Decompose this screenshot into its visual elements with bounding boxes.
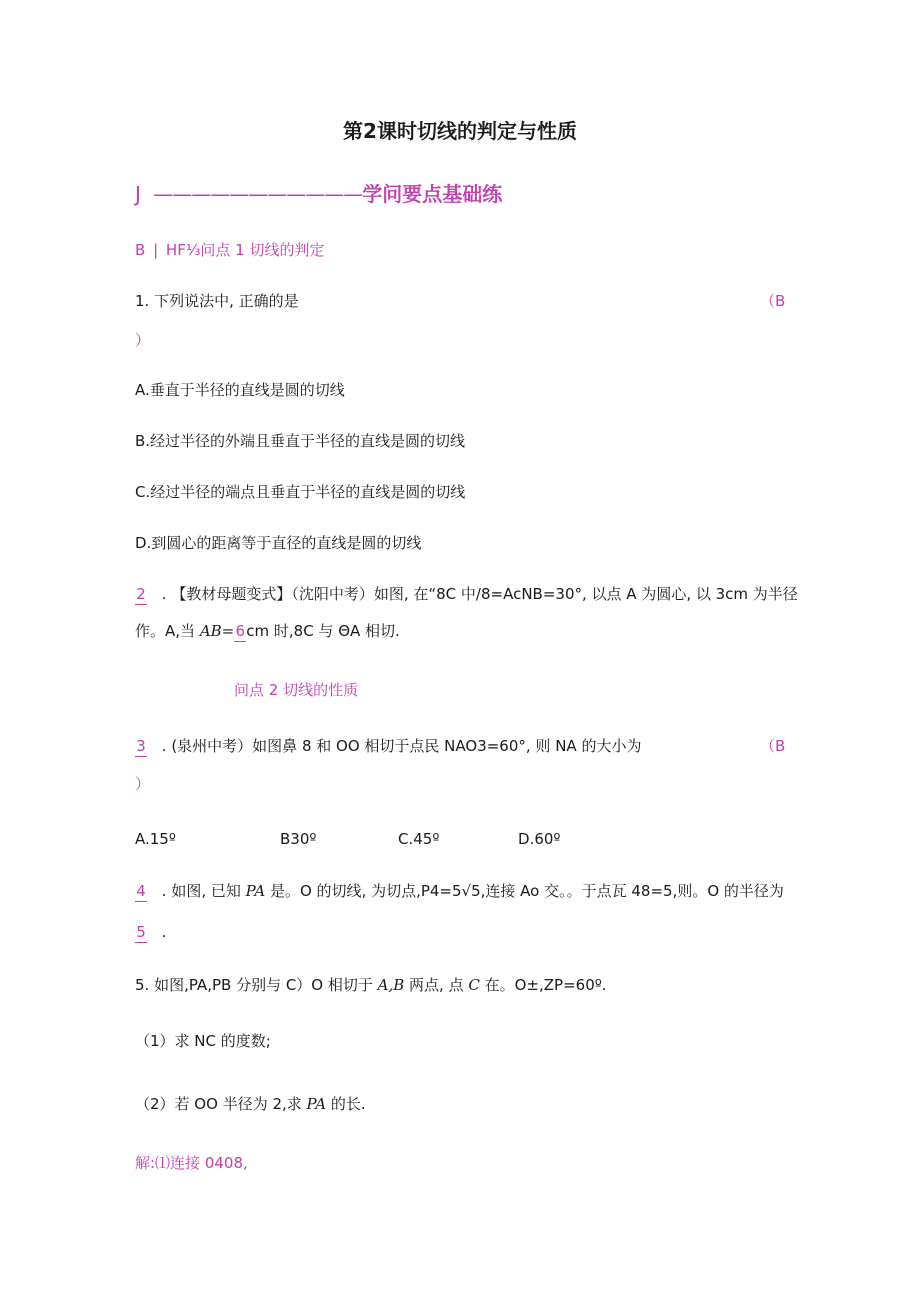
question-1-answer: （B — [760, 292, 786, 310]
question-4-number: 4 — [136, 882, 146, 900]
section-dashes: ——————————— — [153, 182, 363, 206]
question-1-option-c: C.经过半径的端点且垂直于半径的直线是圆的切线 — [135, 483, 466, 501]
knowledge-point-1 — [135, 240, 324, 260]
knowledge-separator: | — [153, 241, 159, 259]
question-5-pa: PA — [306, 1095, 327, 1113]
question-4-answer: 5 — [136, 923, 146, 941]
question-5-text — [135, 975, 607, 995]
question-4-pa: PA — [245, 882, 266, 900]
question-4-line-2 — [135, 922, 167, 943]
question-4-end: . — [161, 923, 167, 941]
question-4-line-1 — [135, 881, 784, 902]
question-5-text-d: 在。O±,ZP=60º. — [479, 976, 607, 994]
question-3-option-c: C.45º — [398, 830, 440, 848]
page-title: 第2课时切线的判定与性质 — [343, 119, 577, 143]
knowledge-prefix: B — [135, 241, 146, 259]
question-4-text-b: 是。O 的切线, 为切点,P4=5√5,连接 Ao 交。。于点瓦 48=5,则。O 的半径为 — [265, 882, 784, 900]
section-label: 学问要点基础练 — [362, 182, 503, 206]
question-1-text: 1. 下列说法中, 正确的是 — [135, 292, 299, 310]
question-2-text: . 【教材母题变式】（沈阳中考）如图, 在“8C 中/8=AcNB=30°, 以点 A 为圆心, 以 3cm 为半径 — [161, 585, 798, 603]
question-2-line-1 — [135, 584, 798, 605]
question-5-sub-2-b: 的长. — [326, 1095, 366, 1113]
question-5-text-a: 5. 如图,PA,PB 分别与 C）O 相切于 — [135, 976, 378, 994]
question-2-answer: 6 — [235, 622, 246, 640]
section-heading — [135, 184, 502, 204]
section-marker: J — [135, 182, 141, 206]
knowledge-point-2: 问点 2 切线的性质 — [234, 681, 359, 699]
question-5-sub-2 — [135, 1094, 366, 1114]
question-3-option-b: B30º — [280, 830, 317, 848]
question-3-close: ） — [135, 775, 151, 793]
question-1-option-d: D.到圆心的距离等于直径的直线是圆的切线 — [135, 534, 422, 552]
solution-line: 解:⑴连接 0408, — [135, 1154, 248, 1172]
question-3-option-a: A.15º — [135, 830, 176, 848]
question-5-sub-1: （1）求 NC 的度数; — [135, 1032, 271, 1050]
question-3-line — [135, 736, 641, 757]
question-2-line-2 — [135, 621, 400, 642]
question-5-text-b: 两点, 点 — [404, 976, 469, 994]
question-3-option-d: D.60º — [518, 830, 561, 848]
question-5-c: C — [468, 976, 480, 994]
question-1-option-b: B.经过半径的外端且垂直于半径的直线是圆的切线 — [135, 432, 466, 450]
question-5-ab: A,B — [377, 976, 405, 994]
question-4-text-a: . 如图, 已知 — [161, 882, 246, 900]
question-1-close: ） — [135, 331, 151, 349]
knowledge-label: HF⅓问点 1 切线的判定 — [165, 241, 325, 259]
question-5-sub-2-a: （2）若 OO 半径为 2,求 — [135, 1095, 307, 1113]
question-1-option-a: A.垂直于半径的直线是圆的切线 — [135, 381, 345, 399]
question-3-number: 3 — [136, 737, 146, 755]
question-3-text: . (泉州中考）如图鼻 8 和 OO 相切于点民 NAO3=60°, 则 NA 的大小为 — [161, 737, 642, 755]
question-2-text-b: cm 时,8C 与 ΘA 相切. — [246, 622, 400, 640]
question-2-number: 2 — [136, 585, 146, 603]
question-2-ab: AB= — [199, 622, 235, 640]
question-3-answer: （B — [760, 737, 786, 755]
question-2-text-a: 作。A,当 — [135, 622, 200, 640]
